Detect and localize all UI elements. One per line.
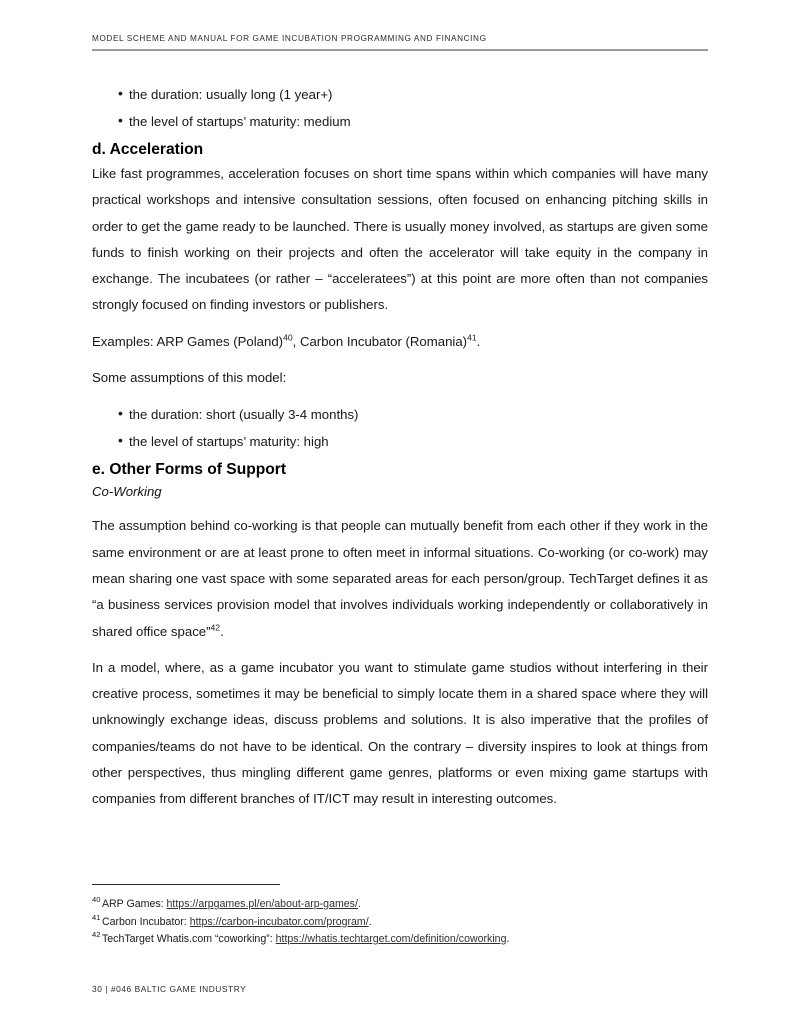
bullet-text: the level of startups’ maturity: high	[129, 434, 329, 450]
bullet-text: the duration: usually long (1 year+)	[129, 87, 333, 102]
footnote-ref-41[interactable]: 41	[467, 332, 477, 343]
examples-prefix-text: Examples: ARP Games (Poland)	[92, 333, 284, 349]
footnote-separator-rule	[92, 884, 280, 885]
examples-suffix-text: .	[476, 333, 481, 349]
footnote-link[interactable]: https://arpgames.pl/en/about-arp-games/	[166, 898, 358, 910]
examples-middle-text: , Carbon Incubator (Romania)	[292, 333, 468, 349]
acceleration-paragraph: Like fast programmes, acceleration focuses on short time spans within which companies will have many practical workshops and intensive consultation sessions, often focused on enhancing pitching skills in order to get the game ready to be launched. There is usually money involved, as startups are given some funds to finish working on their projects and often the accelerator will take equity in the company in exchange. The incubatees (or rather – “acceleratees”) at this point are more often than not companies strongly focused on finding investors or publishers.	[92, 166, 708, 313]
running-header-title: MODEL SCHEME AND MANUAL FOR GAME INCUBATION PROGRAMMING AND FINANCING	[92, 34, 487, 43]
footnote-link[interactable]: https://whatis.techtarget.com/definition/coworking	[275, 933, 507, 945]
footnote-label: TechTarget Whatis.com “coworking”:	[101, 933, 276, 945]
header-divider-rule	[92, 49, 708, 51]
acceleration-assumptions-lead: Some assumptions of this model:	[92, 370, 287, 386]
co-working-paragraph-1-period: .	[220, 623, 224, 639]
section-heading-other-forms-of-support: e. Other Forms of Support	[92, 461, 287, 479]
running-header	[92, 0, 708, 51]
footnote-entry-40	[92, 896, 708, 914]
co-working-paragraph-1-text: The assumption behind co-working is that people can mutually benefit from each other if they work in the same environment or are at least prone to often meet in informal situations. Co-working (or co-work) may mean sharing one vast space with some separated areas for each person/group. TechTarget defines it as “a business services provision model that involves individuals working independently or collaboratively in shared office space”	[92, 518, 708, 639]
footnote-marker: 40	[92, 895, 101, 905]
list-item	[92, 428, 708, 455]
bullet-text: the duration: short (usually 3-4 months)	[129, 407, 359, 423]
section-heading-acceleration: d. Acceleration	[92, 141, 204, 158]
co-working-paragraph-2: In a model, where, as a game incubator you want to stimulate game studios without interfering in their creative process, sometimes it may be beneficial to simply locate them in a shared space where they will unknowingly exchange ideas, discuss problems and solutions. It is also imperative that the profiles of companies/teams do not have to be identical. On the contrary – diversity inspires to look at things from other perspectives, thus mingling different game genres, platforms or even mixing game startups with companies from different branches of IT/ICT may result in interesting outcomes.	[92, 659, 708, 807]
bullet-text: the level of startups’ maturity: medium	[129, 114, 351, 129]
footnote-link[interactable]: https://carbon-incubator.com/program/	[189, 915, 369, 928]
subsection-heading-co-working: Co-Working	[92, 484, 162, 500]
footnote-label: ARP Games:	[101, 898, 167, 910]
footnote-ref-40[interactable]: 40	[283, 332, 293, 343]
list-item	[92, 401, 708, 428]
top-bullet-list	[92, 81, 708, 135]
page-content-column	[92, 0, 708, 823]
page-footer: 30 | #046 BALTIC GAME INDUSTRY	[92, 984, 247, 994]
list-item	[92, 108, 708, 135]
footnote-trailing: .	[368, 915, 372, 928]
document-body	[92, 81, 708, 813]
footnote-label: Carbon Incubator:	[101, 915, 190, 928]
footnote-ref-42[interactable]: 42	[210, 622, 221, 633]
list-item	[92, 81, 708, 108]
acceleration-bullet-list	[92, 401, 708, 455]
footnotes-block	[92, 884, 708, 949]
footnote-trailing: .	[506, 933, 510, 945]
footnote-marker: 42	[92, 930, 101, 940]
acceleration-examples-line	[92, 329, 708, 355]
footnote-trailing: .	[357, 898, 361, 910]
footnote-entry-42	[92, 931, 708, 949]
footnote-marker: 41	[92, 912, 101, 922]
footnote-entry-41	[92, 914, 708, 932]
co-working-paragraph-1	[92, 513, 708, 644]
